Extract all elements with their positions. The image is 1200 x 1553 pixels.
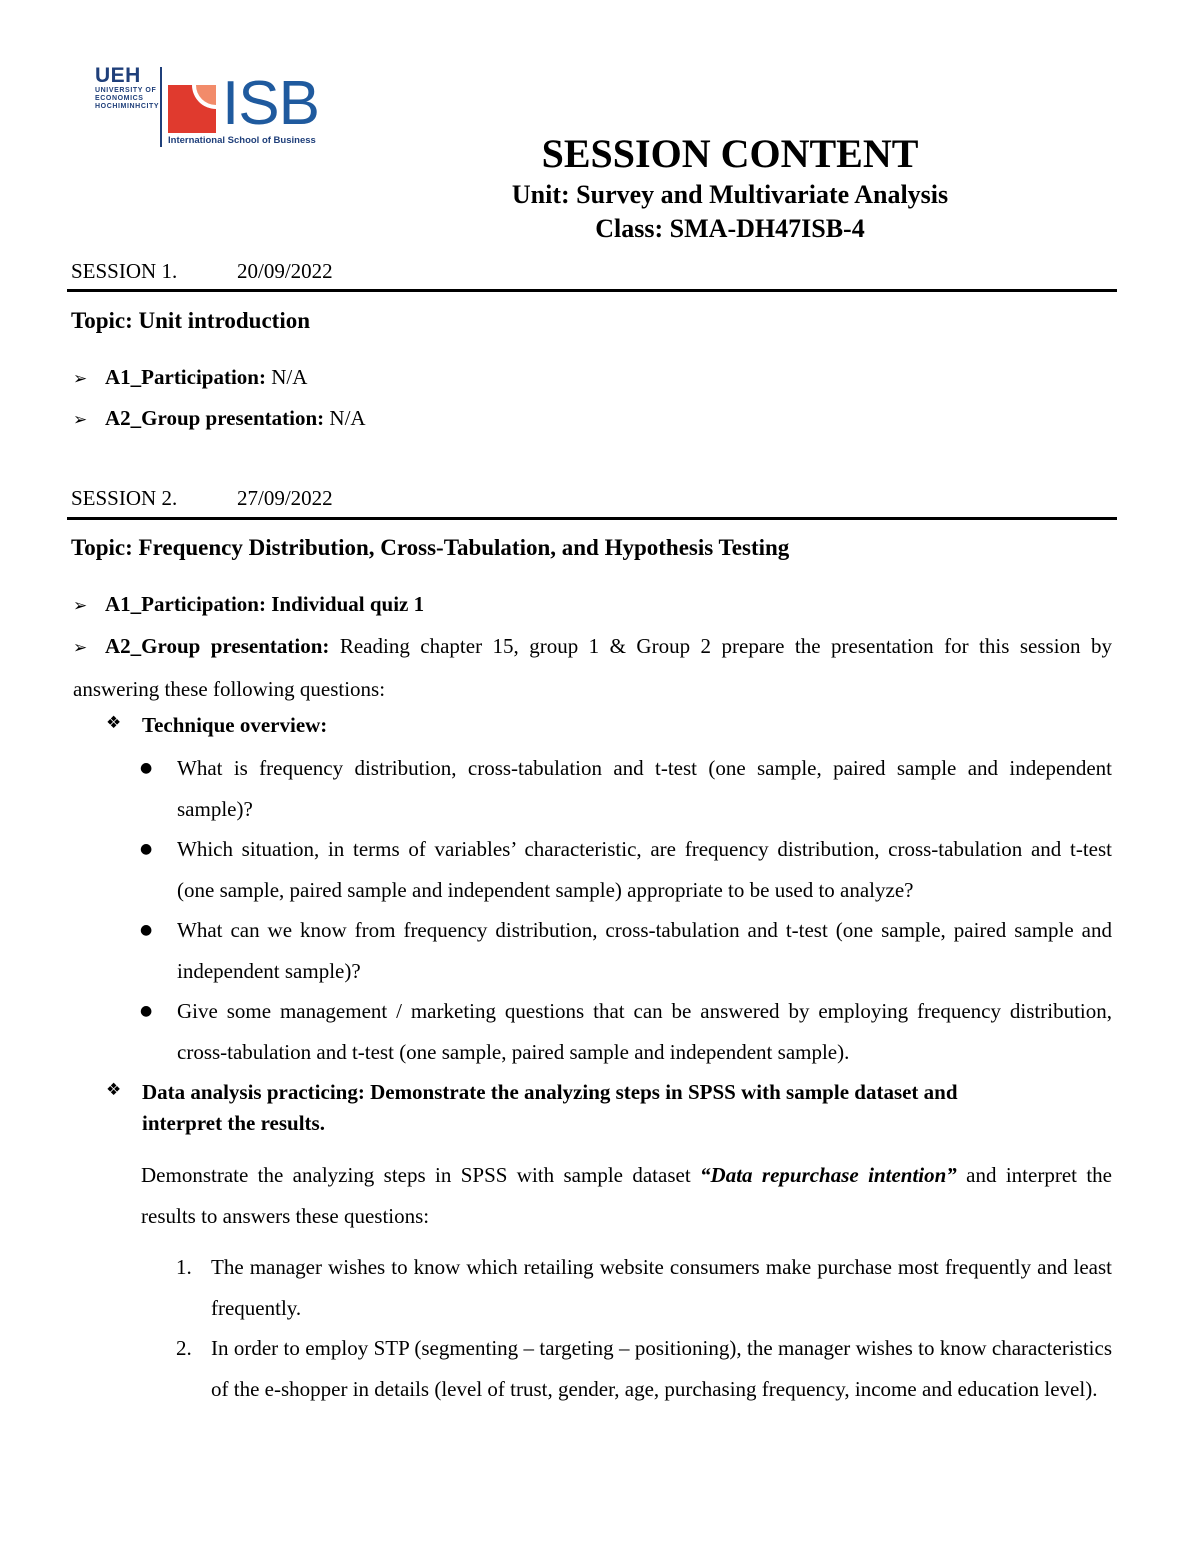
- bullet-text: What can we know from frequency distribution, cross-tabulation and t-test (one sample, paired sample and independent sample)?: [177, 918, 1112, 983]
- a2-label: A2_Group presentation:: [105, 406, 325, 430]
- session-2-heading: [71, 486, 333, 511]
- question-text: In order to employ STP (segmenting – targeting – positioning), the manager wishes to know characteristics of the e-shopper in details (level of trust, gender, age, purchasing frequency, income and education level).: [211, 1336, 1112, 1401]
- ueh-logo-line: UNIVERSITY OF: [95, 87, 157, 94]
- document-title: SESSION CONTENT: [541, 131, 919, 176]
- a2-value: Reading chapter 15, group 1 & Group 2 prepare the presentation for this session by answering these following questions:: [73, 634, 1112, 701]
- practice-intro: [141, 1155, 1112, 1236]
- bullet-icon: ●: [140, 1003, 153, 1019]
- a2-label: A2_Group presentation:: [105, 634, 330, 658]
- question-number: 1.: [176, 1255, 192, 1279]
- ueh-isb-logo: [95, 65, 335, 150]
- diamond-icon: ❖: [106, 1080, 122, 1100]
- technique-bullet: [140, 748, 1112, 830]
- practice-heading-line: Data analysis practicing: Demonstrate the analyzing steps in SPSS with sample dataset and: [142, 1080, 958, 1104]
- practice-intro-text: Demonstrate the analyzing steps in SPSS with sample dataset: [141, 1163, 701, 1187]
- session-1-date: 20/09/2022: [237, 259, 333, 283]
- class-line: Class: SMA-DH47ISB-4: [595, 214, 865, 243]
- ueh-logo: [95, 64, 160, 111]
- a1-value: N/A: [265, 365, 308, 389]
- ueh-logo-line: ECONOMICS: [95, 95, 144, 102]
- session-2-a1: [73, 592, 424, 617]
- session-1-topic: Topic: Unit introduction: [71, 308, 310, 333]
- ueh-logo-line: HOCHIMINHCITY: [95, 103, 160, 110]
- practice-intro-text: and interpret the results to answers these questions:: [141, 1163, 1112, 1228]
- unit-line: Unit: Survey and Multivariate Analysis: [511, 180, 949, 209]
- technique-bullet: [140, 829, 1112, 911]
- session-2-a2: [73, 626, 1112, 709]
- ueh-logo-text: UEH: [95, 64, 141, 87]
- question-number: 2.: [176, 1336, 192, 1360]
- bullet-icon: ●: [140, 922, 153, 938]
- session-1-a2: [73, 406, 366, 431]
- dataset-name: “Data repurchase intention”: [700, 1163, 957, 1187]
- session-2-date: 27/09/2022: [237, 486, 333, 510]
- bullet-icon: ●: [140, 841, 153, 857]
- session-1-heading: [71, 259, 333, 284]
- question-item: [176, 1328, 1112, 1450]
- session-1-a1: [73, 365, 307, 390]
- technique-bullet: [140, 910, 1112, 992]
- arrow-icon: ➢: [73, 369, 88, 389]
- diamond-icon: ❖: [106, 713, 122, 733]
- session-1-label: SESSION 1.: [71, 259, 178, 283]
- bullet-text: Which situation, in terms of variables’ characteristic, are frequency distribution, cross-tabulation and t-test (one sample, paired sample and independent sample) appropriate to be used to analyze?: [177, 837, 1112, 902]
- logo-divider: [160, 67, 162, 147]
- a1-label: A1_Participation: Individual quiz 1: [105, 592, 425, 616]
- session-1-divider: [67, 289, 1117, 292]
- technique-heading-text: Technique overview:: [142, 713, 328, 737]
- session-2-topic: Topic: Frequency Distribution, Cross-Tabulation, and Hypothesis Testing: [71, 535, 790, 560]
- bullet-text: Give some management / marketing questions that can be answered by employing frequency distribution, cross-tabulation and t-test (one sample, paired sample and independent sample).: [177, 999, 1112, 1064]
- arrow-icon: ➢: [73, 596, 88, 616]
- question-text: The manager wishes to know which retailing website consumers make purchase most frequently and least frequently.: [211, 1255, 1112, 1320]
- technique-bullet: [140, 991, 1112, 1073]
- bullet-icon: ●: [140, 760, 153, 776]
- arrow-icon: ➢: [73, 410, 88, 430]
- isb-logo-text: ISB: [222, 69, 319, 138]
- arrow-icon: ➢: [73, 638, 88, 658]
- bullet-text: What is frequency distribution, cross-tabulation and t-test (one sample, paired sample and independent sample)?: [177, 756, 1112, 821]
- practice-heading-line: interpret the results.: [142, 1111, 325, 1135]
- a2-value: N/A: [324, 406, 366, 430]
- session-2-label: SESSION 2.: [71, 486, 178, 510]
- isb-logo-subtitle: International School of Business: [168, 135, 316, 146]
- question-item: [176, 1247, 1112, 1329]
- session-2-divider: [67, 517, 1117, 520]
- isb-mark-icon: [168, 85, 216, 133]
- a1-label: A1_Participation:: [105, 365, 266, 389]
